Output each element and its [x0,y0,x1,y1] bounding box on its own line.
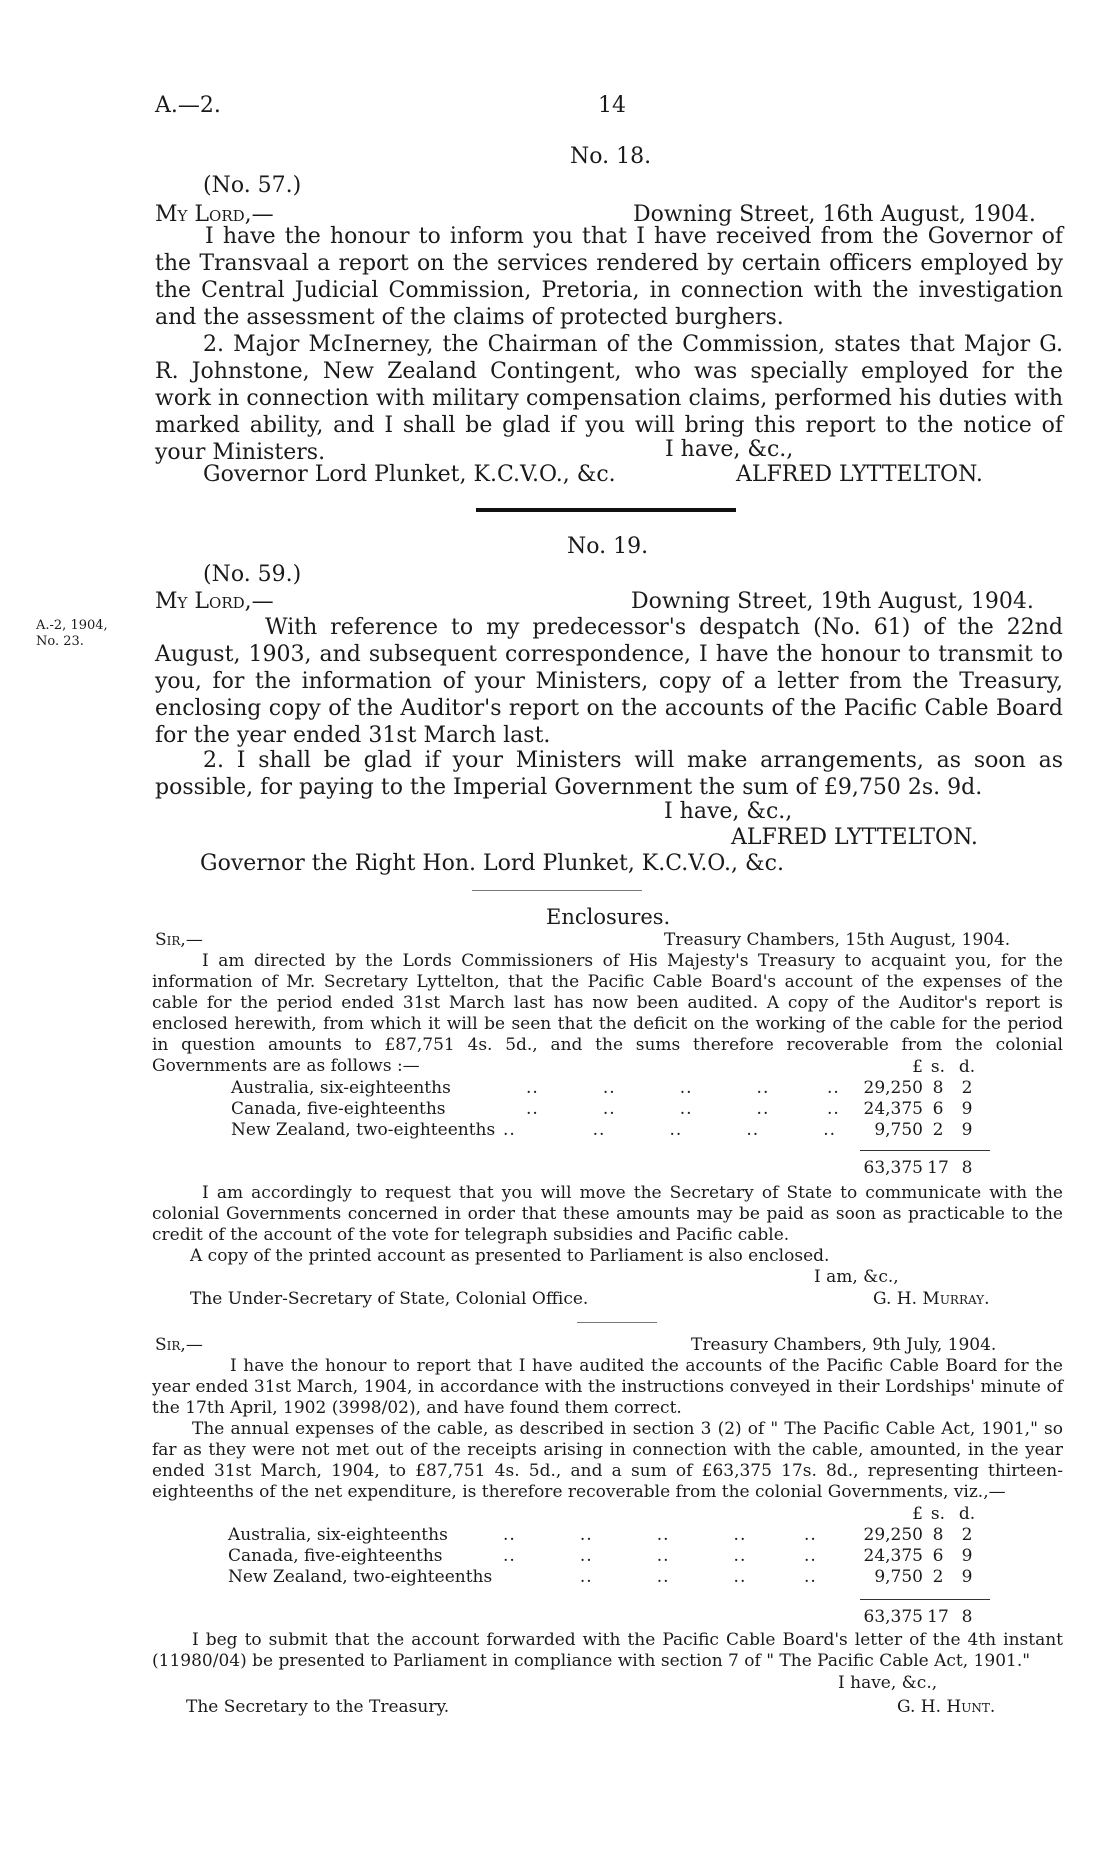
total-pence: 8 [961,1606,973,1627]
pounds: 24,375 [863,1098,923,1119]
table-row [228,1545,981,1566]
closing-19: I have, &c., [664,799,793,824]
paragraph-letter1-3: A copy of the printed account as presented to Parliament is also enclosed. [190,1246,830,1266]
row-label: Canada, five-eighteenths [231,1098,446,1119]
shillings: 8 [932,1524,944,1545]
table-row [231,1119,981,1140]
row-label: New Zealand, two-eighteenths [231,1119,496,1140]
paragraph-19-1: With reference to my predecessor's despatch (No. 61) of the 22nd August, 1903, and subsequent correspondence, I have the honour to transmit to you, for the information of your Ministers, copy of a letter from the Treasury, enclosing copy of the Auditor's report on the accounts of the Pacific Cable Board for the year ended 31st March last. [155,615,1063,748]
total-rule-1 [860,1150,990,1151]
shillings: 6 [932,1098,944,1119]
header-shillings: s. [930,1056,946,1077]
addressee-letter1: The Under-Secretary of State, Colonial Office. [190,1289,589,1309]
margin-reference-line2: No. 23. [36,634,84,649]
margin-reference [36,618,108,650]
leader-dots: .. .. .. .. .. [503,1545,817,1566]
signature-18: ALFRED LYTTELTON. [736,462,983,487]
place-date-19: Downing Street, 19th August, 1904. [631,589,1034,614]
salutation-19: My Lord,— [155,589,274,614]
row-label: New Zealand, two-eighteenths [228,1566,493,1587]
currency-header-row [228,1503,981,1524]
pounds: 29,250 [863,1077,923,1098]
pounds: 9,750 [874,1566,923,1587]
total-row-2 [843,1606,981,1627]
leader-dots: .. .. .. .. .. [526,1098,840,1119]
despatch-ref-59: (No. 59.) [203,562,302,587]
header-pounds: £ [912,1056,923,1077]
table-row [231,1098,981,1119]
pence: 9 [961,1098,973,1119]
section-divider [476,508,736,512]
table-row [228,1524,981,1545]
addressee-18: Governor Lord Plunket, K.C.V.O., &c. [203,462,616,487]
pence: 9 [961,1545,973,1566]
header-pence: d. [958,1056,976,1077]
salutation-letter2: Sir,— [155,1335,203,1355]
apportionment-table-1 [231,1056,981,1140]
total-pounds: 63,375 [863,1606,923,1627]
header-shillings: s. [930,1503,946,1524]
short-divider [472,890,642,891]
total-shillings: 17 [927,1157,949,1178]
apportionment-table-2 [228,1503,981,1587]
place-date-18: Downing Street, 16th August, 1904. [633,202,1036,227]
document-number-18: No. 18. [570,144,652,169]
row-label: Canada, five-eighteenths [228,1545,443,1566]
pence: 9 [961,1119,973,1140]
closing-18: I have, &c., [665,437,794,462]
currency-header-row [231,1056,981,1077]
total-rule-2 [860,1599,990,1600]
page-number: 14 [598,93,626,118]
header-pounds: £ [912,1503,923,1524]
total-pence: 8 [961,1157,973,1178]
place-date-letter1: Treasury Chambers, 15th August, 1904. [664,930,1011,950]
shillings: 2 [932,1119,944,1140]
paragraph-letter2-1: I have the honour to report that I have audited the accounts of the Pacific Cable Board for the year ended 31st March, 1904, in accordance with the instructions conveyed in their Lordships' minute of the 17th April, 1902 (3998/02), and have found them correct. [152,1356,1063,1418]
closing-letter1: I am, &c., [814,1267,899,1287]
paragraph-19-2: 2. I shall be glad if your Ministers will make arrangements, as soon as possible, for paying to the Imperial Government the sum of £9,750 2s. 9d. [155,748,1063,800]
signature-letter1: G. H. Murray. [873,1289,990,1309]
total-row-1 [843,1157,981,1178]
document-number-19: No. 19. [567,534,649,559]
leader-dots: .. .. .. .. .. [503,1524,817,1545]
table-row [231,1077,981,1098]
shillings: 2 [932,1566,944,1587]
paragraph-18-1: I have the honour to inform you that I have received from the Governor of the Transvaal a report on the services rendered by certain officers employed by the Central Judicial Commission, Pretoria, in connection with the investigation and the assessment of the claims of protected burghers. [155,224,1063,330]
short-divider-2 [577,1322,657,1323]
pounds: 24,375 [863,1545,923,1566]
signature-19: ALFRED LYTTELTON. [731,825,978,850]
closing-letter2: I have, &c., [838,1673,938,1693]
pence: 9 [961,1566,973,1587]
row-label: Australia, six-eighteenths [228,1524,448,1545]
leader-dots: .. .. .. .. [503,1566,817,1587]
paragraph-letter1-1: I am directed by the Lords Commissioners of His Majesty's Treasury to acquaint you, for the information of Mr. Secretary Lyttelton, that the Pacific Cable Board's account of the expenses of the cable for the period ended 31st March last has now been audited. A copy of the Auditor's report is enclosed herewith, from which it will be seen that the deficit on the working of the cable for the period in question amounts to £87,751 4s. 5d., and the sums therefore recoverable from the colonial [152,951,1063,1055]
addressee-letter2: The Secretary to the Treasury. [186,1697,450,1717]
leader-dots: .. .. .. .. .. [503,1119,836,1140]
salutation-18: My Lord,— [155,202,274,227]
pounds: 29,250 [863,1524,923,1545]
pence: 2 [961,1524,973,1545]
salutation-letter1: Sir,— [155,930,203,950]
shillings: 8 [932,1077,944,1098]
paragraph-letter2-2: The annual expenses of the cable, as described in section 3 (2) of " The Pacific Cable Act, 1901," so far as they were not met out of the receipts arising in connection with the cable, amounted, in the year ended 31st March, 1904, to £87,751 4s. 5d., and a sum of £63,375 17s. 8d., representing thirteen-eighteenths of the net expenditure, is therefore recoverable from the colonial Governments, viz.,— [152,1419,1063,1502]
leader-dots: .. .. .. .. .. [526,1077,840,1098]
total-pounds: 63,375 [863,1157,923,1178]
page-series-label: A.—2. [155,93,221,118]
signature-letter2: G. H. Hunt. [897,1697,996,1717]
paragraph-letter1-2: I am accordingly to request that you will move the Secretary of State to communicate with the colonial Governments concerned in order that these amounts may be paid as soon as practicable to the credit of the account of the vote for telegraph subsidies and Pacific cable. [152,1183,1063,1245]
pence: 2 [961,1077,973,1098]
margin-reference-line1: A.-2, 1904, [36,618,108,633]
despatch-ref-57: (No. 57.) [203,173,302,198]
pounds: 9,750 [874,1119,923,1140]
paragraph-18-2: 2. Major McInerney, the Chairman of the Commission, states that Major G. R. Johnstone, New Zealand Contingent, who was specially employed for the work in connection with military compensation claims, performed his duties with marked ability, and I shall be glad if you will bring this report to the notice of your Ministers. [155,332,1063,465]
enclosures-heading: Enclosures. [546,905,671,929]
paragraph-letter2-3: I beg to submit that the account forwarded with the Pacific Cable Board's letter of the 4th instant (11980/04) be presented to Parliament in compliance with section 7 of " The Pacific Cable Act, 1901." [152,1630,1063,1671]
governments-line: Governments are as follows :— [152,1056,420,1076]
place-date-letter2: Treasury Chambers, 9th July, 1904. [691,1335,997,1355]
row-label: Australia, six-eighteenths [231,1077,451,1098]
shillings: 6 [932,1545,944,1566]
addressee-19: Governor the Right Hon. Lord Plunket, K.C.V.O., &c. [200,851,784,876]
header-pence: d. [958,1503,976,1524]
table-row [228,1566,981,1587]
total-shillings: 17 [927,1606,949,1627]
